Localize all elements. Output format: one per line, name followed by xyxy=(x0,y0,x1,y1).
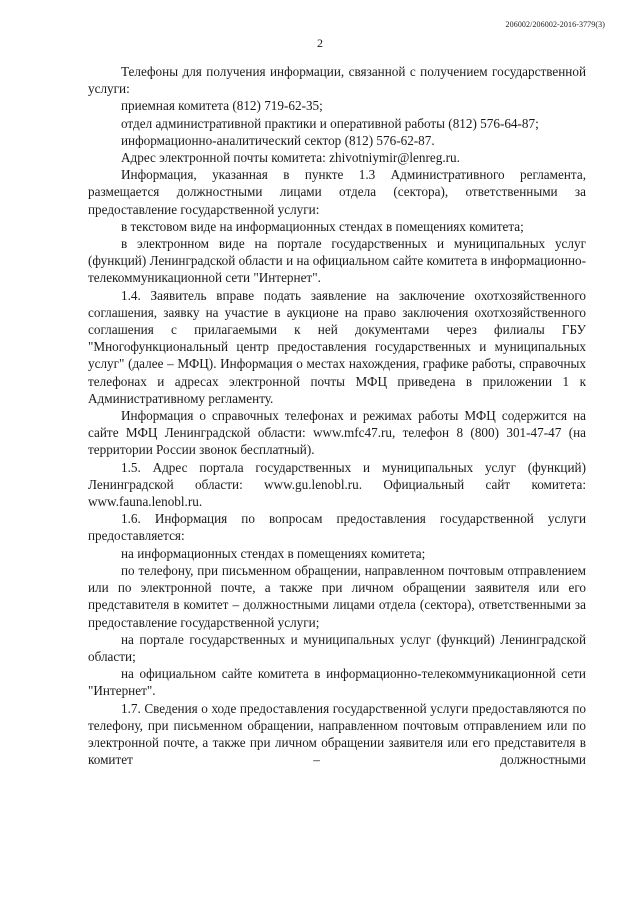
paragraph: на портале государственных и муниципальных услуг (функций) Ленинградской области; xyxy=(88,631,586,664)
paragraph: в текстовом виде на информационных стендах в помещениях комитета; xyxy=(121,218,524,234)
paragraph: 1.4. Заявитель вправе подать заявление на заключение охотхозяйственного соглашения, заявку на участие в аукционе на право заключения охотхозяйственного соглашения с прилагаемыми к ней документами через филиалы ГБУ "Многофункциональный центр предоставления государственных и муниципальных услуг" (далее – МФЦ). Информация о местах нахождения, графике работы, справочных телефонах и адресах электронной почты МФЦ приведена в приложении 1 к Административному регламенту. xyxy=(88,287,586,406)
paragraph: приемная комитета (812) 719-62-35; xyxy=(121,98,323,114)
paragraph: на информационных стендах в помещениях комитета; xyxy=(121,545,426,561)
paragraph: Адрес электронной почты комитета: zhivotniymir@lenreg.ru. xyxy=(121,150,460,166)
paragraph: отдел административной практики и оперативной работы (812) 576-64-87; xyxy=(121,115,539,131)
paragraph: в электронном виде на портале государственных и муниципальных услуг (функций) Ленинградской области и на официальном сайте комитета в информационно-телекоммуникационной сети "Интернет". xyxy=(88,236,586,286)
paragraph: по телефону, при письменном обращении, направленном почтовым отправлением или по электронной почте, а также при личном обращении заявителя или его представителя в комитет – должностными лицами отдела (сектора), ответственными за предоставление государственной услуги; xyxy=(88,562,586,630)
document-id: 206002/206002-2016-3779(3) xyxy=(505,20,605,29)
paragraph: информационно-аналитический сектор (812) 576-62-87. xyxy=(121,132,435,148)
paragraph: Информация о справочных телефонах и режимах работы МФЦ содержится на сайте МФЦ Ленинградской области: www.mfc47.ru, телефон 8 (800) 301-47-47 (на территории России звонок бесплатный). xyxy=(88,408,586,458)
page-number: 2 xyxy=(317,36,323,50)
paragraph: на официальном сайте комитета в информационно-телекоммуникационной сети "Интернет". xyxy=(88,666,586,699)
paragraph: Телефоны для получения информации, связанной с получением государственной услуги: xyxy=(88,64,586,97)
paragraph: 1.5. Адрес портала государственных и муниципальных услуг (функций) Ленинградской области: www.gu.lenobl.ru. Официальный сайт комитета: www.fauna.lenobl.ru. xyxy=(88,459,586,510)
document-body xyxy=(88,63,586,768)
paragraph: 1.7. Сведения о ходе предоставления государственной услуги предоставляются по телефону, при письменном обращении, направленном почтовым отправлением или по электронной почте, а также при личном обращении заявителя или его представителя в комитет – должностными xyxy=(88,700,586,768)
paragraph: 1.6. Информация по вопросам предоставления государственной услуги предоставляется: xyxy=(88,511,586,544)
paragraph: Информация, указанная в пункте 1.3 Административного регламента, размещается должностными лицами отдела (сектора), ответственными за предоставление государственной услуги: xyxy=(88,167,586,217)
